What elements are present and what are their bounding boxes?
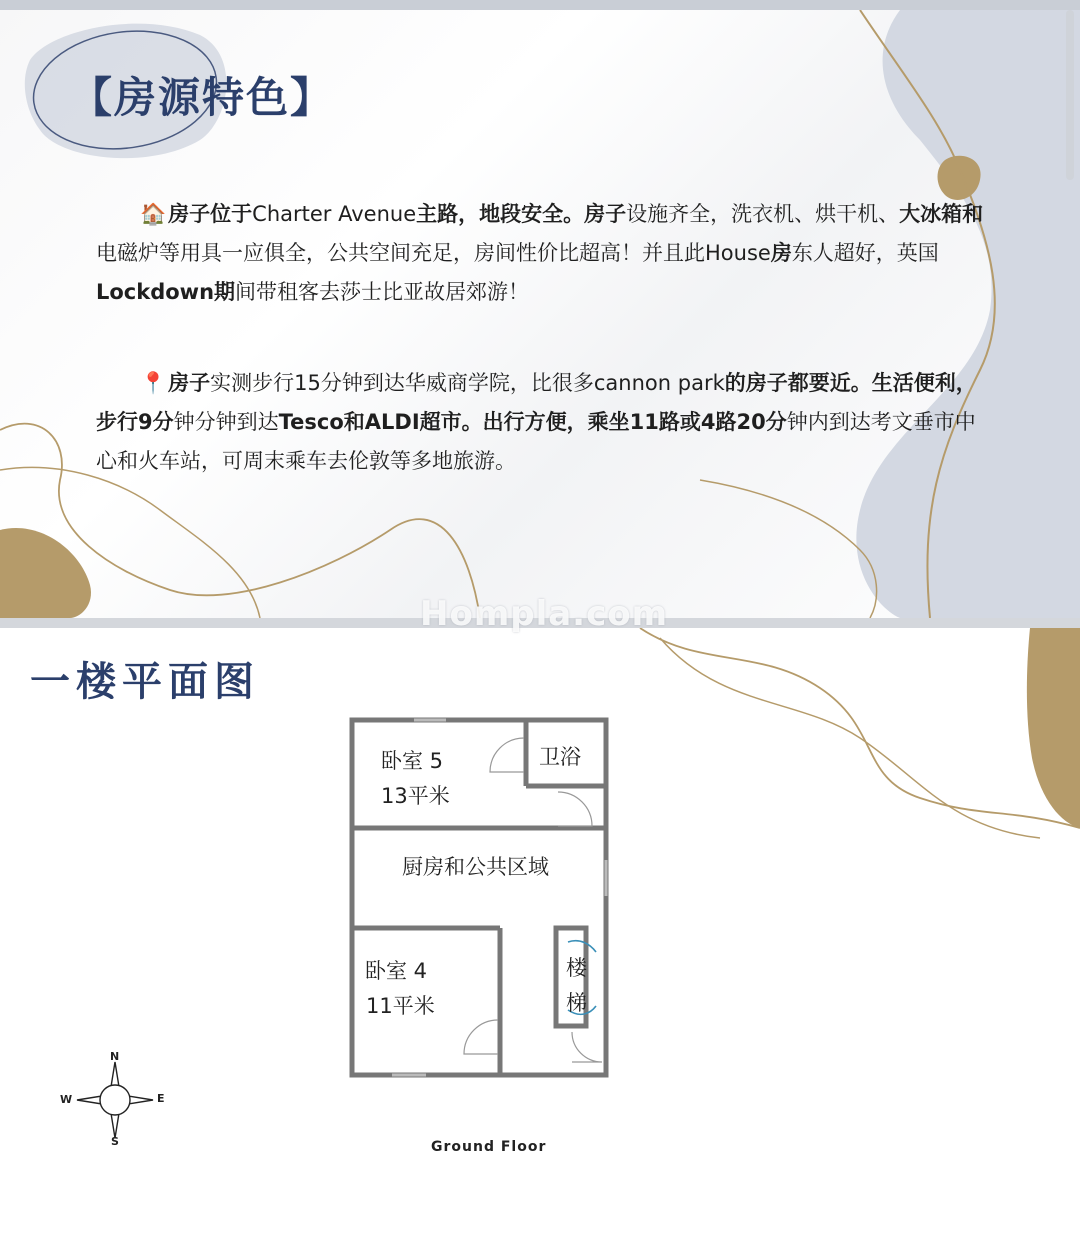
text-span: Tesco和ALDI超市。出行方便，乘坐11路或4路20分 [278, 410, 787, 434]
stairs-label-1: 楼 [566, 956, 587, 980]
bedroom-5-area: 13平米 [381, 784, 450, 808]
text-span: 间带租客去莎士比亚故居郊游！ [235, 280, 530, 304]
text-span: 的房子都要近。生活便利，步行9分 [96, 371, 977, 434]
compass-east: E [157, 1092, 165, 1105]
text-span: 钟分钟到达 [173, 410, 279, 434]
compass-west: W [60, 1093, 73, 1106]
text-span: 房子位于 [168, 202, 253, 226]
bedroom-5-label: 卧室 5 [381, 749, 444, 773]
house-icon: 🏠 [140, 202, 167, 226]
text-span: 大冰箱和 [899, 202, 984, 226]
compass-north: N [110, 1050, 120, 1063]
description-paragraph-1 [96, 195, 996, 312]
bathroom-label: 卫浴 [539, 745, 581, 769]
bedroom-4-area: 11平米 [366, 994, 435, 1018]
text-span: Charter Avenue [252, 202, 417, 226]
text-span: 钟内到达考文垂市中心和火车站，可周末乘车去伦敦等多地旅游。 [96, 410, 976, 473]
text-span: 东人超好，英国 [791, 241, 939, 265]
bedroom-4-label: 卧室 4 [365, 959, 428, 983]
watermark: Hompla.com [420, 594, 669, 634]
stairs-label-2: 梯 [566, 991, 587, 1015]
text-span: 房子 [168, 371, 211, 395]
scrollbar-thumb[interactable] [1066, 10, 1074, 180]
section-heading: 【房源特色】 [70, 73, 335, 122]
text-span: 电磁炉等用具一应俱全，公共空间充足，房间性价比超高！并且此House [96, 241, 771, 265]
features-section [0, 10, 1080, 618]
text-span: Lockdown期 [96, 280, 236, 304]
text-span: 主路，地段安全。房子 [416, 202, 627, 226]
text-span: 房 [770, 241, 792, 265]
description-paragraph-2 [96, 364, 996, 481]
text-span: 实测步行15分钟到达华威商学院，比很多cannon park [210, 371, 725, 395]
floor-caption: Ground Floor [431, 1139, 547, 1155]
compass-icon [75, 1060, 155, 1140]
top-border [0, 0, 1080, 10]
kitchen-label: 厨房和公共区域 [402, 855, 549, 879]
compass-south: S [111, 1135, 119, 1148]
floorplan-title: 一楼平面图 [30, 659, 260, 705]
text-span: 设施齐全，洗衣机、烘干机、 [626, 202, 900, 226]
pin-icon: 📍 [140, 371, 167, 395]
